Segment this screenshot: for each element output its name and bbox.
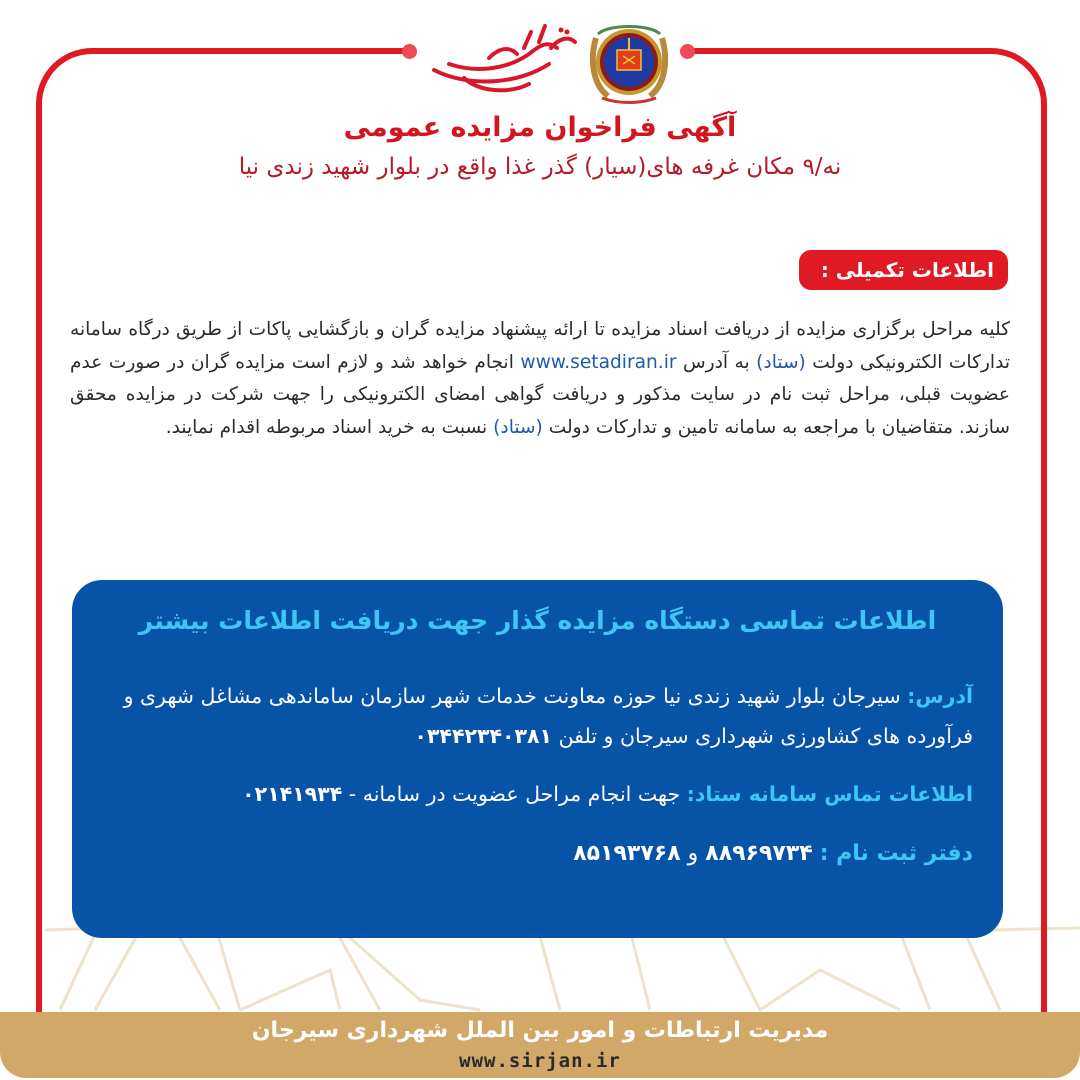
address-phone: ۰۳۴۴۲۳۴۰۳۸۱ [414, 724, 553, 748]
frame-dot-right [680, 44, 695, 59]
setad-contact-text: جهت انجام مراحل عضویت در سامانه - [342, 782, 687, 806]
frame-border-top-left [92, 48, 410, 54]
registration-phone-1: ۸۸۹۶۹۷۳۴ [705, 841, 813, 866]
sirjan-calligraphy-logo-icon [429, 18, 579, 98]
setad-phone: ۰۲۱۴۱۹۳۴ [242, 782, 343, 806]
address-row [100, 676, 973, 756]
registration-office-row [100, 834, 973, 874]
paragraph-text: کلیه مراحل برگزاری مزایده از دریافت اسناد مزایده تا ارائه پیشنهاد مزایده گران و بازگشایی پاکات از طریق درگاه سامانه تدارکات الکترونیکی دولت [70, 319, 1010, 373]
paragraph-text: به آدرس [676, 351, 757, 373]
address-label: آدرس: [907, 684, 973, 708]
paragraph-text: نسبت به خرید اسناد مربوطه اقدام نمایند. [165, 416, 494, 438]
setad-label: (ستاد) [493, 416, 543, 438]
footer-band [0, 1012, 1080, 1078]
registration-office-label: دفتر ثبت نام : [819, 841, 973, 866]
setadiran-link[interactable]: www.setadiran.ir [520, 351, 677, 373]
footer-website-link[interactable]: www.sirjan.ir [459, 1050, 621, 1072]
address-text: سیرجان بلوار شهید زندی نیا حوزه معاونت خدمات شهر سازمان ساماندهی مشاغل شهری و فرآورده های کشاورزی شهرداری سیرجان و تلفن [123, 684, 973, 748]
contact-info-box [72, 580, 1003, 938]
frame-dot-left [402, 44, 417, 59]
paragraph-text: انجام خواهد شد و لازم است مزایده گران در صورت عدم عضویت قبلی، مراحل ثبت نام در سایت مذکور و دریافت گواهی امضای الکترونیکی را جهت شرکت در مزایده محقق سازند. متقاضیان با مراجعه به سامانه تامین و تدارکات دولت [70, 351, 1010, 438]
supplementary-info-tag: اطلاعات تکمیلی : [799, 250, 1008, 290]
announcement-subtitle: نه/۹ مکان غرفه های(سیار) گذر غذا واقع در بلوار شهید زندی نیا [238, 154, 842, 180]
setad-contact-label: اطلاعات تماس سامانه ستاد: [686, 782, 973, 806]
municipality-logo [425, 8, 665, 100]
frame-border-top-right [684, 48, 990, 54]
announcement-title: آگهی فراخوان مزایده عمومی [343, 112, 737, 143]
contact-box-title: اطلاعات تماسی دستگاه مزایده گذار جهت دریافت اطلاعات بیشتر [138, 606, 937, 635]
setad-label: (ستاد) [756, 351, 806, 373]
emblem-icon [588, 18, 670, 104]
setad-contact-row [100, 774, 973, 814]
footer-organization: مدیریت ارتباطات و امور بین الملل شهرداری سیرجان [251, 1018, 829, 1043]
registration-phone-2: ۸۵۱۹۳۷۶۸ [573, 841, 681, 866]
instructions-paragraph [70, 314, 1010, 444]
and-text: و [680, 841, 706, 866]
